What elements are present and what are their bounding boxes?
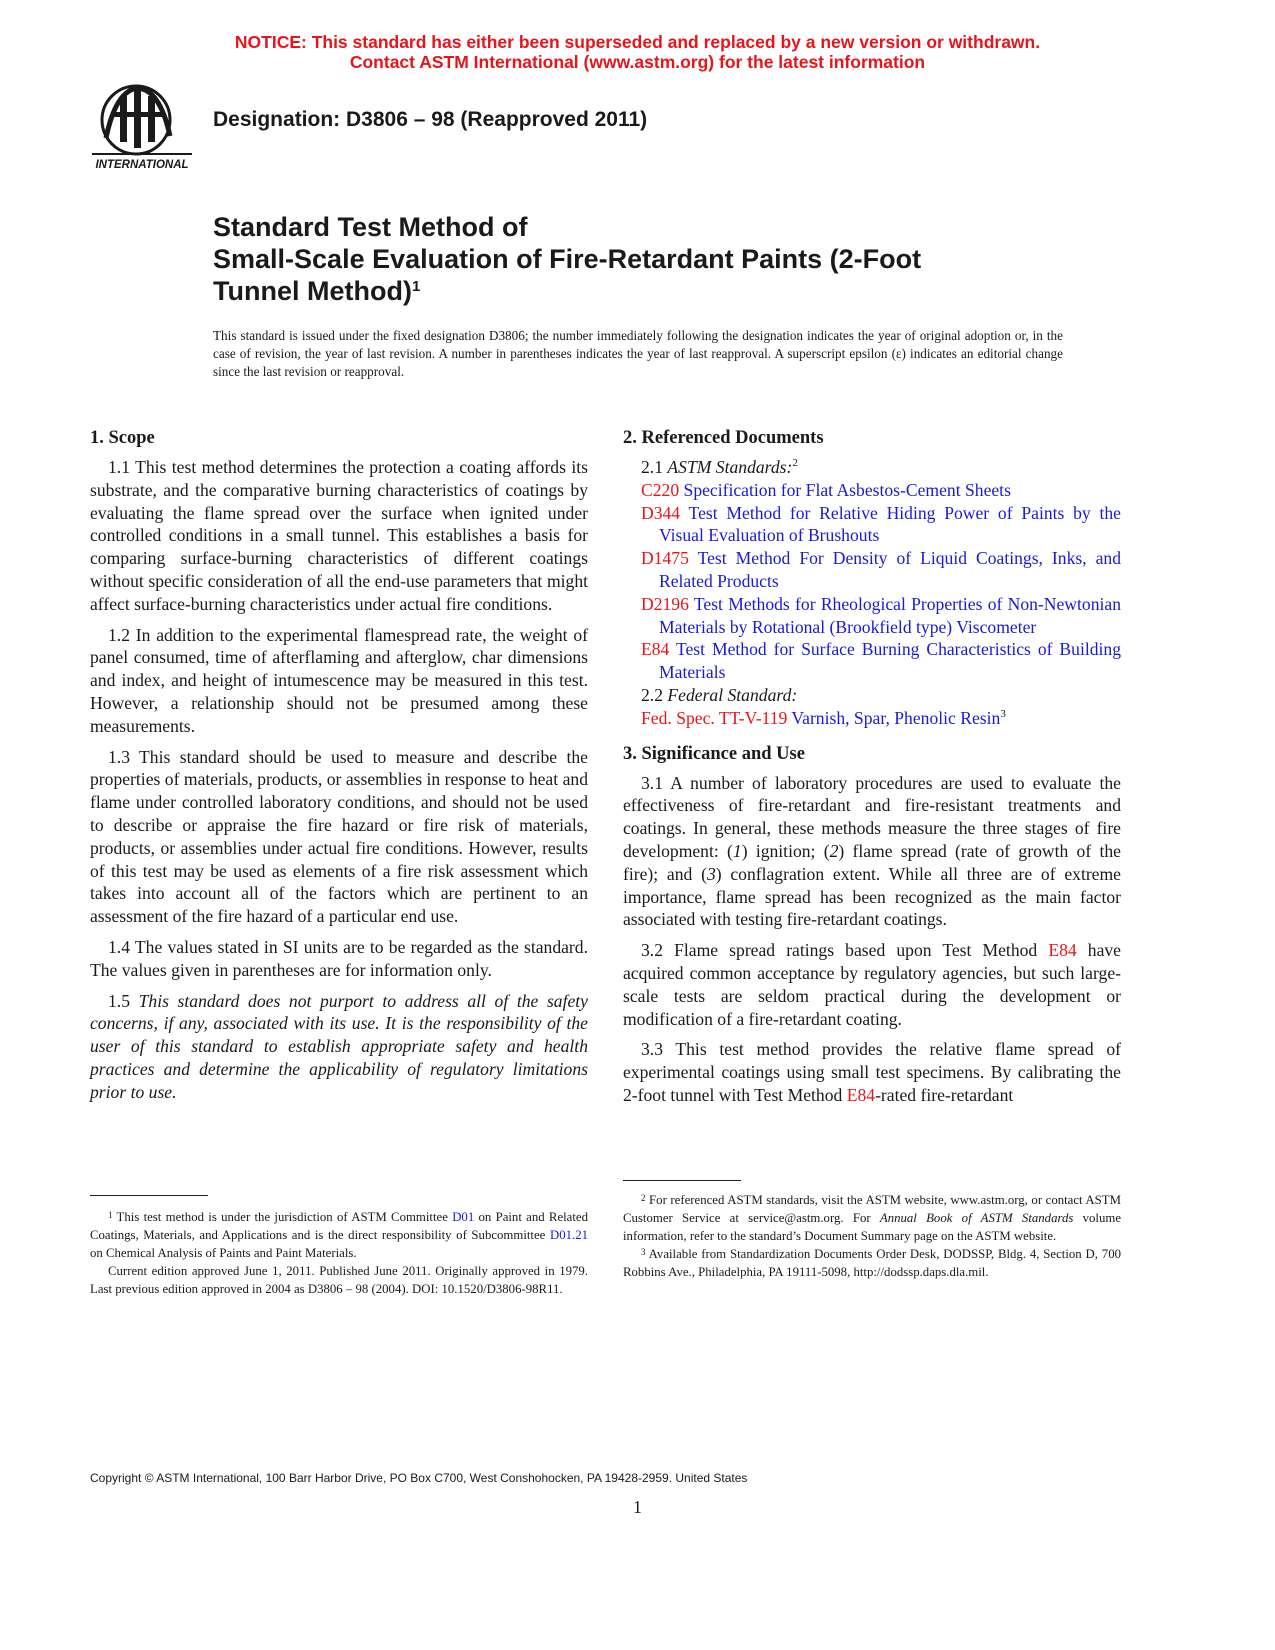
federal-reference-title-link[interactable]: Varnish, Spar, Phenolic Resin <box>787 707 1001 728</box>
committee-d01-link[interactable]: D01 <box>452 1210 475 1224</box>
footnote-1-part-c: on Chemical Analysis of Paints and Paint Materials. <box>90 1246 357 1260</box>
reference-code-link[interactable]: C220 <box>641 479 680 500</box>
sig-3-3-part-a: 3.3 This test method provides the relative flame spread of experimental coatings using small test specimens. By calibrating the 2-foot tunnel with Test Method <box>623 1039 1121 1105</box>
federal-standard-number: 2.2 <box>641 684 663 705</box>
title-footnote-mark: 1 <box>411 278 421 295</box>
footnotes-left <box>90 1208 588 1298</box>
right-column <box>623 426 1121 1115</box>
section-heading-referenced-documents: 2. Referenced Documents <box>623 428 824 448</box>
footnote-1-edition: Current edition approved June 1, 2011. Published June 2011. Originally approved in 1979. Last previous edition approved in 2004 as D3806 – 98 (2004). DOI: 10.1520/D3806-98R11. <box>90 1264 588 1296</box>
astm-standards-subheading <box>623 456 1121 479</box>
e84-link[interactable]: E84 <box>846 1084 876 1105</box>
scope-paragraph-1-3: 1.3 This standard should be used to measure and describe the properties of materials, products, or assemblies in response to heat and flame under controlled laboratory conditions, and should not be used to describe or appraise the fire hazard or fire risk of materials, products, or assemblies under actual fire conditions. However, results of this test may be used as elements of a fire risk assessment which takes into account all of the factors which are pertinent to an assessment of the fire hazard of a particular end use. <box>90 746 588 927</box>
scope-paragraph-1-4: 1.4 The values stated in SI units are to be regarded as the standard. The values given in parentheses are for information only. <box>90 936 588 980</box>
footnote-3 <box>623 1245 1121 1281</box>
federal-reference-code-link[interactable]: Fed. Spec. TT-V-119 <box>641 707 788 728</box>
scope-paragraph-1-1: 1.1 This test method determines the protection a coating affords its substrate, and the comparative burning characteristics of coatings by evaluating the flame spread over the surface when ignited under controlled conditions in a small tunnel. This establishes a basis for comparing surface-burning characteristics of different coatings without specific consideration of all the end-use parameters that might affect surface-burning characteristics under actual fire conditions. <box>90 457 588 614</box>
astm-logo-icon <box>86 82 198 182</box>
notice-line-2: Contact ASTM International (www.astm.org) for the latest information <box>349 52 926 72</box>
reference-title-link[interactable]: Test Method for Surface Burning Characteristics of Building Materials <box>659 639 1121 683</box>
reference-item[interactable] <box>641 593 1121 639</box>
footnote-1-mark: 1 <box>108 1210 113 1220</box>
astm-standards-number: 2.1 <box>641 457 663 477</box>
footnote-3-text: Available from Standardization Documents Order Desk, DODSSP, Bldg. 4, Section D, 700 Robbins Ave., Philadelphia, PA 19111-5098, http://dodssp.daps.dla.mil. <box>623 1247 1121 1279</box>
sig-3-3-part-b: -rated fire-retardant <box>875 1084 1014 1105</box>
sig-3-1-num-1: 1 <box>732 840 742 861</box>
federal-standard-label: Federal Standard: <box>667 684 798 705</box>
scope-1-5-number: 1.5 <box>108 990 130 1011</box>
reference-title-link[interactable]: Test Methods for Rheological Properties of Non-Newtonian Materials by Rotational (Brookfield type) Viscometer <box>659 593 1121 637</box>
notice-line-1: NOTICE: This standard has either been superseded and replaced by a new version or withdrawn. <box>234 32 1041 52</box>
astm-logo <box>86 82 198 182</box>
reference-code-link[interactable]: D344 <box>641 502 681 523</box>
sig-3-1-part-a: 3.1 A number of laboratory procedures are used to evaluate the effectiveness of fire-retardant and fire-resistant treatments and coatings. In general, these methods measure the three stages of fire development: ( <box>623 772 1121 861</box>
footnote-2-part-a: For referenced ASTM standards, visit the ASTM website, www.astm.org, or contact ASTM Customer Service at service@astm.org. For <box>623 1193 1121 1225</box>
sig-3-2-part-b: have acquired common acceptance by regulatory agencies, but such large-scale tests are seldom practical during the development or modification of a fire-retardant coating. <box>623 940 1121 1029</box>
reference-item[interactable] <box>641 638 1121 684</box>
footnote-2-mark: 2 <box>641 1193 646 1203</box>
title-line-3-text: Tunnel Method) <box>213 276 412 306</box>
e84-link[interactable]: E84 <box>1048 940 1077 961</box>
federal-reference-item[interactable] <box>641 707 1121 730</box>
astm-standards-label: ASTM Standards: <box>667 457 793 477</box>
sig-3-2-part-a: 3.2 Flame spread ratings based upon Test Method <box>641 940 1049 961</box>
preamble: This standard is issued under the fixed designation D3806; the number immediately following the designation indicates the year of original adoption or, in the case of revision, the year of last revision. A number in parentheses indicates the year of last reapproval. A superscript epsilon (ε) indicates an editorial change since the last revision or reapproval. <box>213 328 1063 379</box>
footnote-divider-left <box>90 1195 208 1196</box>
sig-3-1-part-b: ) ignition; ( <box>741 840 830 861</box>
page-number: 1 <box>633 1497 642 1517</box>
reference-title-link[interactable]: Test Method For Density of Liquid Coatings, Inks, and Related Products <box>659 548 1121 591</box>
title-line-2: Small-Scale Evaluation of Fire-Retardant Paints (2-Foot <box>213 244 922 274</box>
supersede-notice <box>0 32 1275 72</box>
footnote-1-part-b: on Paint and Related Coatings, Materials, and Applications and is the direct responsibility of Subcommittee <box>90 1210 588 1242</box>
designation: Designation: D3806 – 98 (Reapproved 2011) <box>213 108 648 131</box>
reference-item[interactable] <box>641 502 1121 548</box>
sig-3-1-part-d: ) conflagration extent. While all three are of extreme importance, flame spread has been recognized as the main factor associated with testing fire-retardant coatings. <box>623 863 1121 930</box>
footnote-1-part-a: This test method is under the jurisdiction of ASTM Committee <box>112 1210 453 1224</box>
reference-title-link[interactable]: Specification for Flat Asbestos-Cement Sheets <box>679 479 1011 500</box>
footnotes-right <box>623 1191 1121 1281</box>
footnote-3-mark: 3 <box>641 1247 646 1257</box>
footnote-2 <box>623 1191 1121 1245</box>
significance-paragraph-3-1 <box>623 772 1121 932</box>
section-heading-significance: 3. Significance and Use <box>623 743 805 764</box>
reference-code-link[interactable]: D1475 <box>641 548 689 569</box>
scope-paragraph-1-5 <box>90 990 588 1104</box>
logo-caption: INTERNATIONAL <box>95 159 189 171</box>
footnote-2-italic: Annual Book of ASTM Standards <box>879 1211 1074 1225</box>
section-heading-scope: 1. Scope <box>90 428 155 448</box>
footnote-1 <box>90 1208 588 1262</box>
footnote-2-part-b: volume information, refer to the standard’s Document Summary page on the ASTM website. <box>623 1211 1122 1243</box>
significance-paragraph-3-2 <box>623 939 1121 1030</box>
scope-paragraph-1-2: 1.2 In addition to the experimental flamespread rate, the weight of panel consumed, time of afterflaming and afterglow, char dimensions and index, and height of intumescence may be measured in this test. However, a relationship should not be presumed among these measurements. <box>90 624 588 736</box>
document-title <box>213 211 1113 307</box>
federal-standard-subheading <box>623 684 1121 707</box>
scope-1-5-text: This standard does not purport to address all of the safety concerns, if any, associated with its use. It is the responsibility of the user of this standard to establish appropriate safety and health practices and determine the applicability of regulatory limitations prior to use. <box>90 990 588 1102</box>
significance-paragraph-3-3 <box>623 1038 1121 1106</box>
reference-item[interactable] <box>641 479 1121 502</box>
sig-3-1-num-2: 2 <box>829 840 839 861</box>
subcommittee-d01-21-link[interactable]: D01.21 <box>549 1228 588 1242</box>
reference-code-link[interactable]: E84 <box>641 639 670 660</box>
copyright-line: Copyright © ASTM International, 100 Barr Harbor Drive, PO Box C700, West Conshohocken, PA 19428-2959. United States <box>90 1471 748 1485</box>
footnote-divider-right <box>623 1180 741 1181</box>
title-line-1: Standard Test Method of <box>213 212 528 242</box>
reference-code-link[interactable]: D2196 <box>641 593 689 614</box>
sig-3-1-part-c: ) flame spread (rate of growth of the fire); and ( <box>623 840 1121 884</box>
astm-standards-footnote-mark: 2 <box>792 457 798 469</box>
title-line-3 <box>213 275 1113 307</box>
reference-title-link[interactable]: Test Method for Relative Hiding Power of Paints by the Visual Evaluation of Brushouts <box>659 502 1121 546</box>
left-column <box>90 426 588 1112</box>
federal-footnote-mark: 3 <box>1000 707 1006 720</box>
reference-item[interactable] <box>641 547 1121 593</box>
sig-3-1-num-3: 3 <box>706 863 716 884</box>
